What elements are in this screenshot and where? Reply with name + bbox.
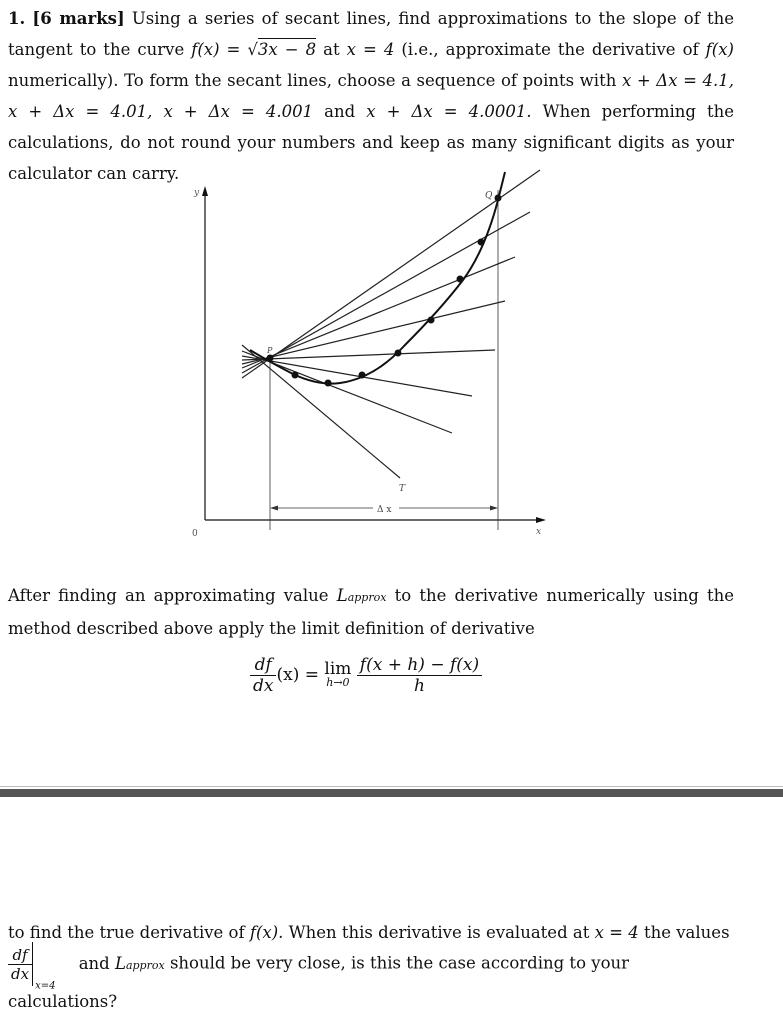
question-line1: Using a series of secant lines, find approximations to the slope of the tangent [8,9,735,59]
point-1: x + Δx = 4.1, [621,71,735,90]
followup-line2: described above apply the limit definition of derivative [76,619,535,638]
delta-x-arrowhead-right [490,506,498,511]
divider-highlight [0,786,783,787]
bottom-fx: f(x). [249,923,284,942]
followup-text [8,580,734,644]
curve-point-6 [457,276,464,283]
secant-lines [242,170,540,478]
bottom-dx: dx [11,964,30,983]
question-line2c: (i.e., approximate the derivative of [401,40,699,59]
bottom-line1a: to find the true derivative of [8,923,245,942]
bottom-line2b: should be very close, is this the case according to your calculations? [8,953,630,1011]
question-line4b: When performing the calculations, do not round your [8,102,735,152]
bottom-line1b: When this derivative is evaluated at [288,923,590,942]
question-line5: numbers and keep as many significant digits as your calculator can carry. [8,133,735,183]
curve-point-2 [325,380,332,387]
followup-line1a: After finding an approximating value [8,586,329,605]
delta-x-arrowhead-left [270,506,278,511]
curve-point-4 [395,350,402,357]
limit-definition-formula [250,655,482,696]
point-2: x + Δx = 4.01, [8,102,153,121]
origin-label: 0 [192,529,198,539]
derivative-fraction [250,655,276,696]
df-numerator: df [250,655,276,676]
curve-point-7 [478,239,485,246]
question-number: 1. [8,9,26,28]
difference-numerator: f(x + h) − f(x) [357,655,482,676]
bottom-line2 [8,942,738,1011]
lim-text: lim [324,658,352,679]
question-line2a: to the curve [79,40,185,59]
evaluation-bar [32,942,35,986]
x-equals-4: x = 4 [346,40,395,59]
bottom-l-symbol: L [114,953,126,973]
section-divider [0,789,783,797]
bottom-approx-subscript: approx [125,958,165,972]
function-fx: f(x) = [191,40,241,59]
evaluation-subscript: x=4 [35,980,56,992]
delta-x-label: Δ x [377,505,392,515]
followup-line1b: to the derivative numerically using the method [8,586,735,638]
bottom-and: and [78,953,110,973]
label-p: P [267,346,273,355]
difference-quotient [357,655,482,696]
bottom-line1c: the values [643,923,730,942]
y-axis-arrow [202,186,208,196]
curve-point-3 [359,372,366,379]
limit-operator [324,658,352,690]
bottom-x-equals-4: x = 4 [594,923,639,942]
question-line2b: at [323,40,340,59]
approx-subscript: approx [347,591,387,604]
secant-line-1 [242,170,540,378]
curve-point-5 [428,317,435,324]
y-axis-label: y [194,188,200,198]
l-approx [337,586,387,605]
question-marks: [6 marks] [32,9,125,28]
secant-line-6 [242,356,472,396]
bottom-l-approx [115,954,165,973]
l-symbol: L [336,586,348,605]
of-x-equals: (x) = [276,665,319,685]
bottom-df: df [8,946,32,965]
sqrt-argument: 3x − 8 [257,40,317,59]
x-axis-arrow [536,517,546,523]
label-t: T [399,484,406,494]
point-3: x + Δx = 4.001 [163,102,314,121]
dx-denominator: dx [253,676,274,696]
question-line2d: numerically). [8,71,119,90]
function-fx-2: f(x) [705,40,734,59]
point-4: x + Δx = 4.0001. [366,102,532,121]
secant-lines-figure [180,160,560,550]
bottom-derivative-fraction [8,946,32,983]
curve [250,172,505,384]
difference-denominator: h [413,676,425,696]
curve-point-1 [292,372,299,379]
question-line3: To form the secant lines, choose a sequence of points with [124,71,617,90]
and-word: and [324,102,356,121]
point-q [495,195,502,202]
point-p [267,355,274,362]
label-q: Q [485,191,493,201]
lim-subscript: h→0 [326,675,350,689]
question-text: 1. [6 marks] Using a series of secant lines, find approximations to the slope of the tangent to the curve f(x) = √3x − 8 at x = 4 (i.e., approximate the derivative of f(x) numerically). To form the secant lines, choose a sequence of points with x + Δx = 4.1, x + Δx = 4.01, x + Δx = 4.001 and x + Δx = 4.0001. When performing the calculations, do not round your numbers and keep as many significant digits as your calculator can carry. [8,9,735,183]
x-axis-label: x [536,527,542,537]
tangent-line-t [242,345,400,478]
